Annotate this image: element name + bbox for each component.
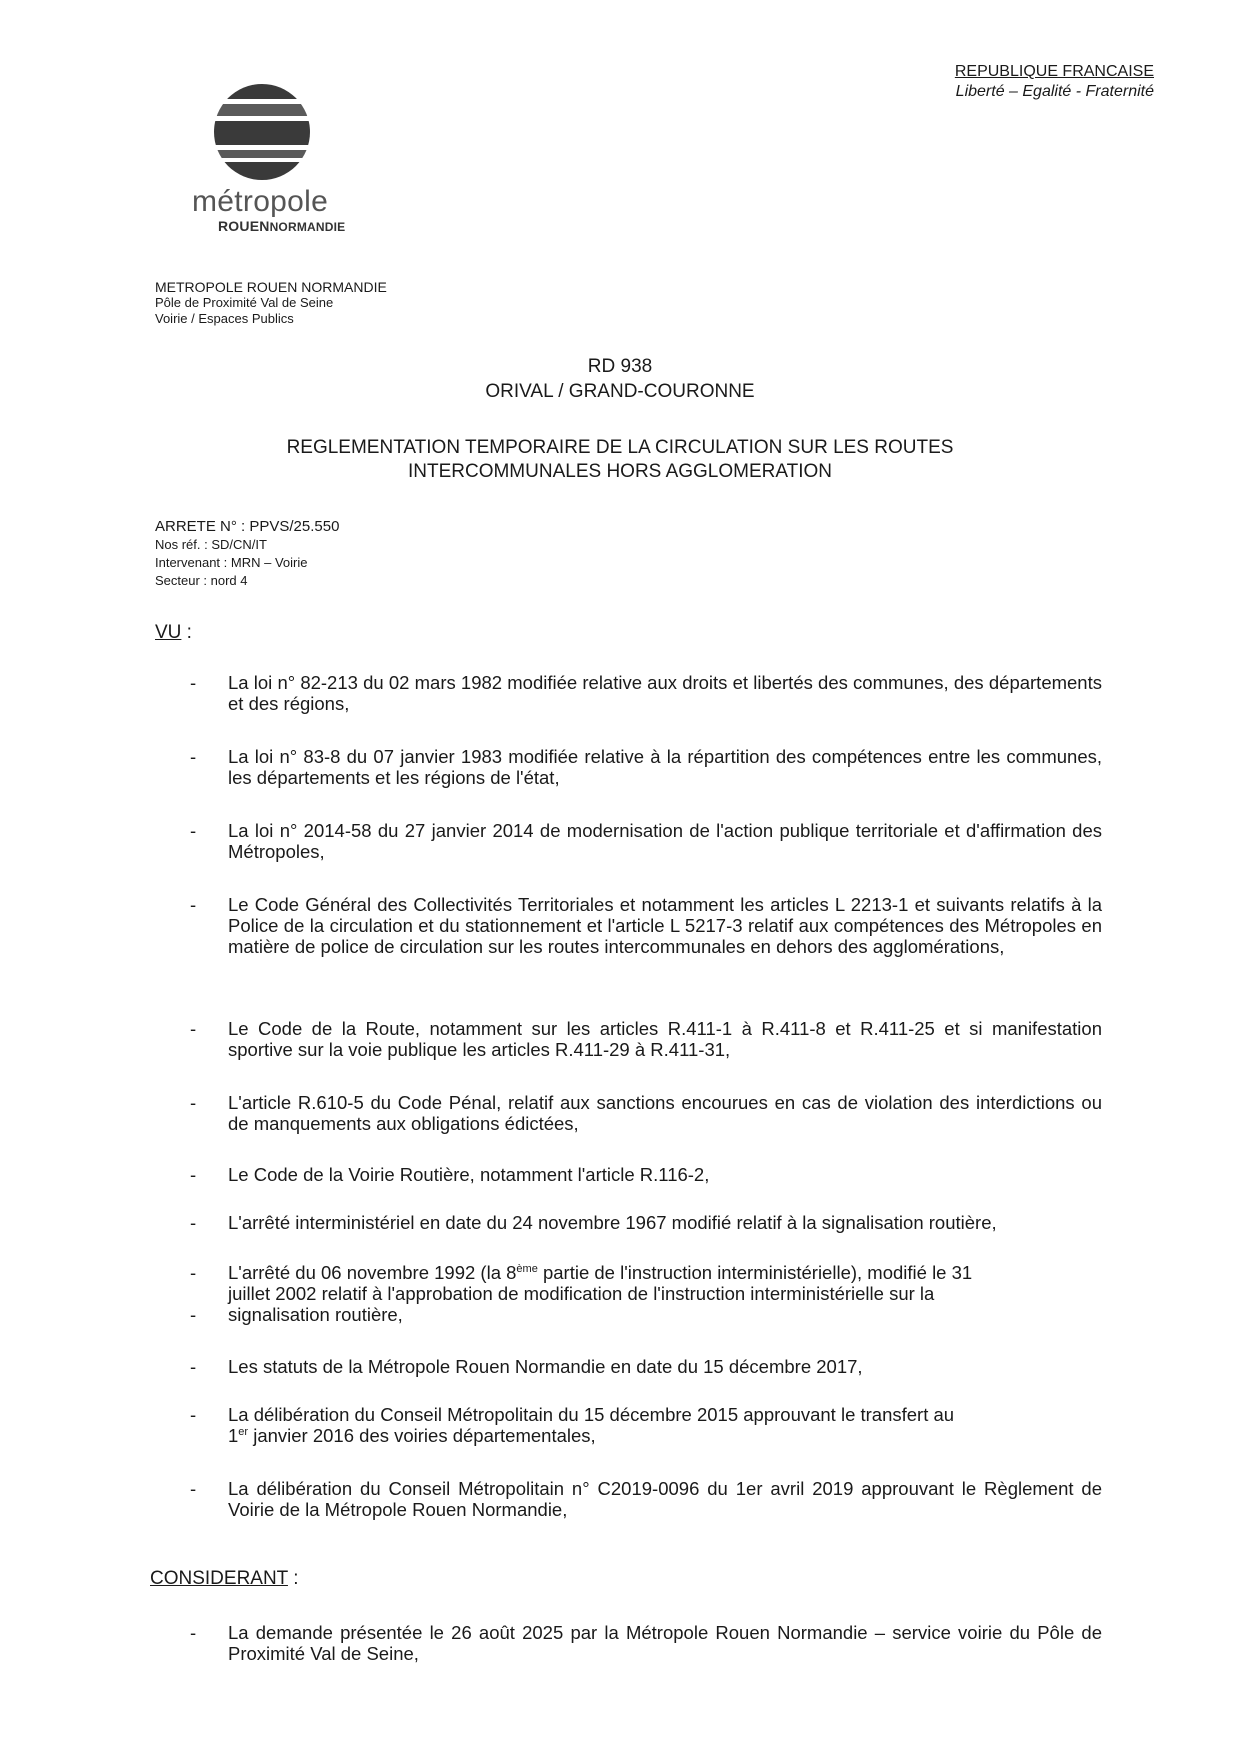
list-item: - La demande présentée le 26 août 2025 par la Métropole Rouen Normandie – service voirie du Pôle de Proximité Val de Seine,: [190, 1622, 1102, 1664]
logo-brand: métropole: [192, 185, 329, 218]
arrete-number: ARRETE N° : PPVS/25.550: [155, 518, 340, 535]
considerant-heading: CONSIDERANT :: [150, 1568, 299, 1589]
sender-line1: METROPOLE ROUEN NORMANDIE: [155, 279, 387, 295]
title-road: RD 938: [587, 356, 653, 377]
reference-block: [155, 518, 339, 590]
intervenant: Intervenant : MRN – Voirie: [155, 555, 308, 570]
list-item: - La loi n° 83-8 du 07 janvier 1983 modifiée relative à la répartition des compétences entre les communes, les départements et les régions de l'état,: [190, 746, 1102, 788]
list-item: - Le Code Général des Collectivités Territoriales et notamment les articles L 2213-1 et suivants relatifs à la Police de la circulation et du stationnement et l'article L 5217-3 relatif aux compétences des Métropoles en matière de police de circulation sur les routes intercommunales en dehors des agglomérations,: [190, 894, 1102, 957]
sender-block: [155, 279, 387, 327]
list-item: - Le Code de la Route, notamment sur les articles R.411-1 à R.411-8 et R.411-25 et si manifestation sportive sur la voie publique les articles R.411-29 à R.411-31,: [190, 1018, 1102, 1060]
list-item: - La délibération du Conseil Métropolitain du 15 décembre 2015 approuvant le transfert au 1er janvier 2016 des voiries départementales,: [190, 1404, 955, 1446]
sender-line2: Pôle de Proximité Val de Seine: [155, 295, 334, 310]
title-communes: ORIVAL / GRAND-COURONNE: [485, 381, 755, 402]
logo-normandie: NORMANDIE: [269, 220, 346, 234]
metropole-logo-icon: [212, 82, 312, 182]
metropole-logo: [192, 82, 352, 234]
devise: Liberté – Egalité - Fraternité: [955, 83, 1154, 100]
nos-ref: Nos réf. : SD/CN/IT: [155, 537, 267, 552]
secteur: Secteur : nord 4: [155, 573, 248, 588]
title-subject-line1: REGLEMENTATION TEMPORAIRE DE LA CIRCULATION SUR LES ROUTES: [286, 437, 954, 458]
logo-rouen: ROUEN: [218, 218, 270, 234]
sender-line3: Voirie / Espaces Publics: [155, 311, 294, 326]
list-item: - La délibération du Conseil Métropolitain n° C2019-0096 du 1er avril 2019 approuvant le Règlement de Voirie de la Métropole Rouen Normandie,: [190, 1478, 1102, 1520]
list-item: - signalisation routière,: [190, 1304, 403, 1325]
list-item: - La loi n° 2014-58 du 27 janvier 2014 de modernisation de l'action publique territoriale et d'affirmation des Métropoles,: [190, 820, 1102, 862]
list-item: - L'arrêté interministériel en date du 24 novembre 1967 modifié relatif à la signalisation routière,: [190, 1212, 997, 1233]
list-item: - Le Code de la Voirie Routière, notamment l'article R.116-2,: [190, 1164, 710, 1185]
vu-heading: VU :: [155, 622, 192, 643]
republic-header: [955, 62, 1154, 102]
title-subject-line2: INTERCOMMUNALES HORS AGGLOMERATION: [407, 461, 833, 482]
list-item: - Les statuts de la Métropole Rouen Normandie en date du 15 décembre 2017,: [190, 1356, 863, 1377]
logo-subbrand: [218, 218, 352, 234]
republique-francaise: REPUBLIQUE FRANCAISE: [954, 63, 1154, 80]
list-item: - L'arrêté du 06 novembre 1992 (la 8ème partie de l'instruction interministérielle), modifié le 31 juillet 2002 relatif à l'approbation de modification de l'instruction interministérielle sur la: [190, 1262, 973, 1304]
list-item: - L'article R.610-5 du Code Pénal, relatif aux sanctions encourues en cas de violation des interdictions ou de manquements aux obligations édictées,: [190, 1092, 1102, 1134]
list-item: - La loi n° 82-213 du 02 mars 1982 modifiée relative aux droits et libertés des communes, des départements et des régions,: [190, 672, 1102, 714]
